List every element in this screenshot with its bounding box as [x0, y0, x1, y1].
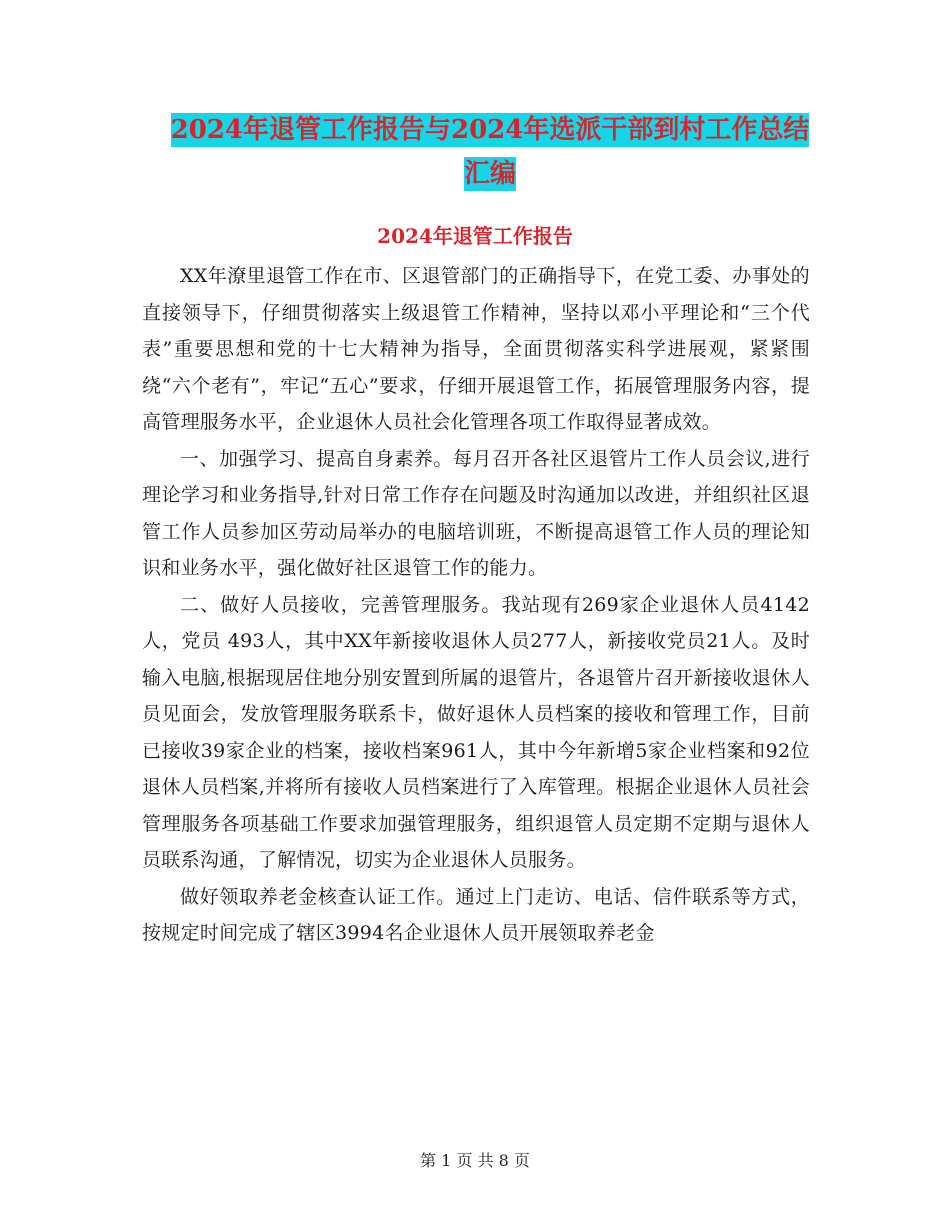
document-title-line2: 汇编 — [463, 159, 516, 189]
section-title: 2024年退管工作报告 — [377, 224, 573, 248]
document-title — [140, 108, 840, 196]
paragraph: 一、加强学习、提高自身素养。每月召开各社区退管片工作人员会议,进行理论学习和业务指导,针对日常工作存在问题及时沟通加以改进，并组织社区退管工作人员参加区劳动局举办的电脑培训班，不断提高退管工作人员的理论知识和业务水平，强化做好社区退管工作的能力。 — [142, 447, 810, 579]
page-footer: 第 1 页 共 8 页 — [420, 1151, 530, 1170]
paragraph: 二、做好人员接收，完善管理服务。我站现有269家企业退休人员4142人，党员 493人，其中XX年新接收退休人员277人，新接收党员21人。及时输入电脑,根据现居住地分别安置到所属的退管片，各退管片召开新接收退休人员见面会，发放管理服务联系卡，做好退休人员档案的接收和管理工作，目前已接收39家企业的档案，接收档案961人，其中今年新增5家企业档案和92位退休人员档案,并将所有接收人员档案进行了入库管理。根据企业退休人员社会管理服务各项基础工作要求加强管理服务，组织退管人员定期不定期与退休人员联系沟通，了解情况，切实为企业退休人员服务。 — [142, 593, 810, 871]
document-title-line1: 2024年退管工作报告与2024年选派干部到村工作总结 — [170, 115, 810, 145]
paragraph: XX年潦里退管工作在市、区退管部门的正确指导下，在党工委、办事处的直接领导下，仔细贯彻落实上级退管工作精神，坚持以邓小平理论和“三个代表”重要思想和党的十七大精神为指导，全面贯彻落实科学进展观，紧紧围绕“六个老有”，牢记“五心”要求，仔细开展退管工作，拓展管理服务内容，提高管理服务水平，企业退休人员社会化管理各项工作取得显著成效。 — [142, 265, 810, 433]
paragraph: 做好领取养老金核查认证工作。通过上门走访、电话、信件联系等方式，按规定时间完成了辖区3994名企业退休人员开展领取养老金 — [142, 885, 810, 944]
document-body — [142, 258, 810, 952]
